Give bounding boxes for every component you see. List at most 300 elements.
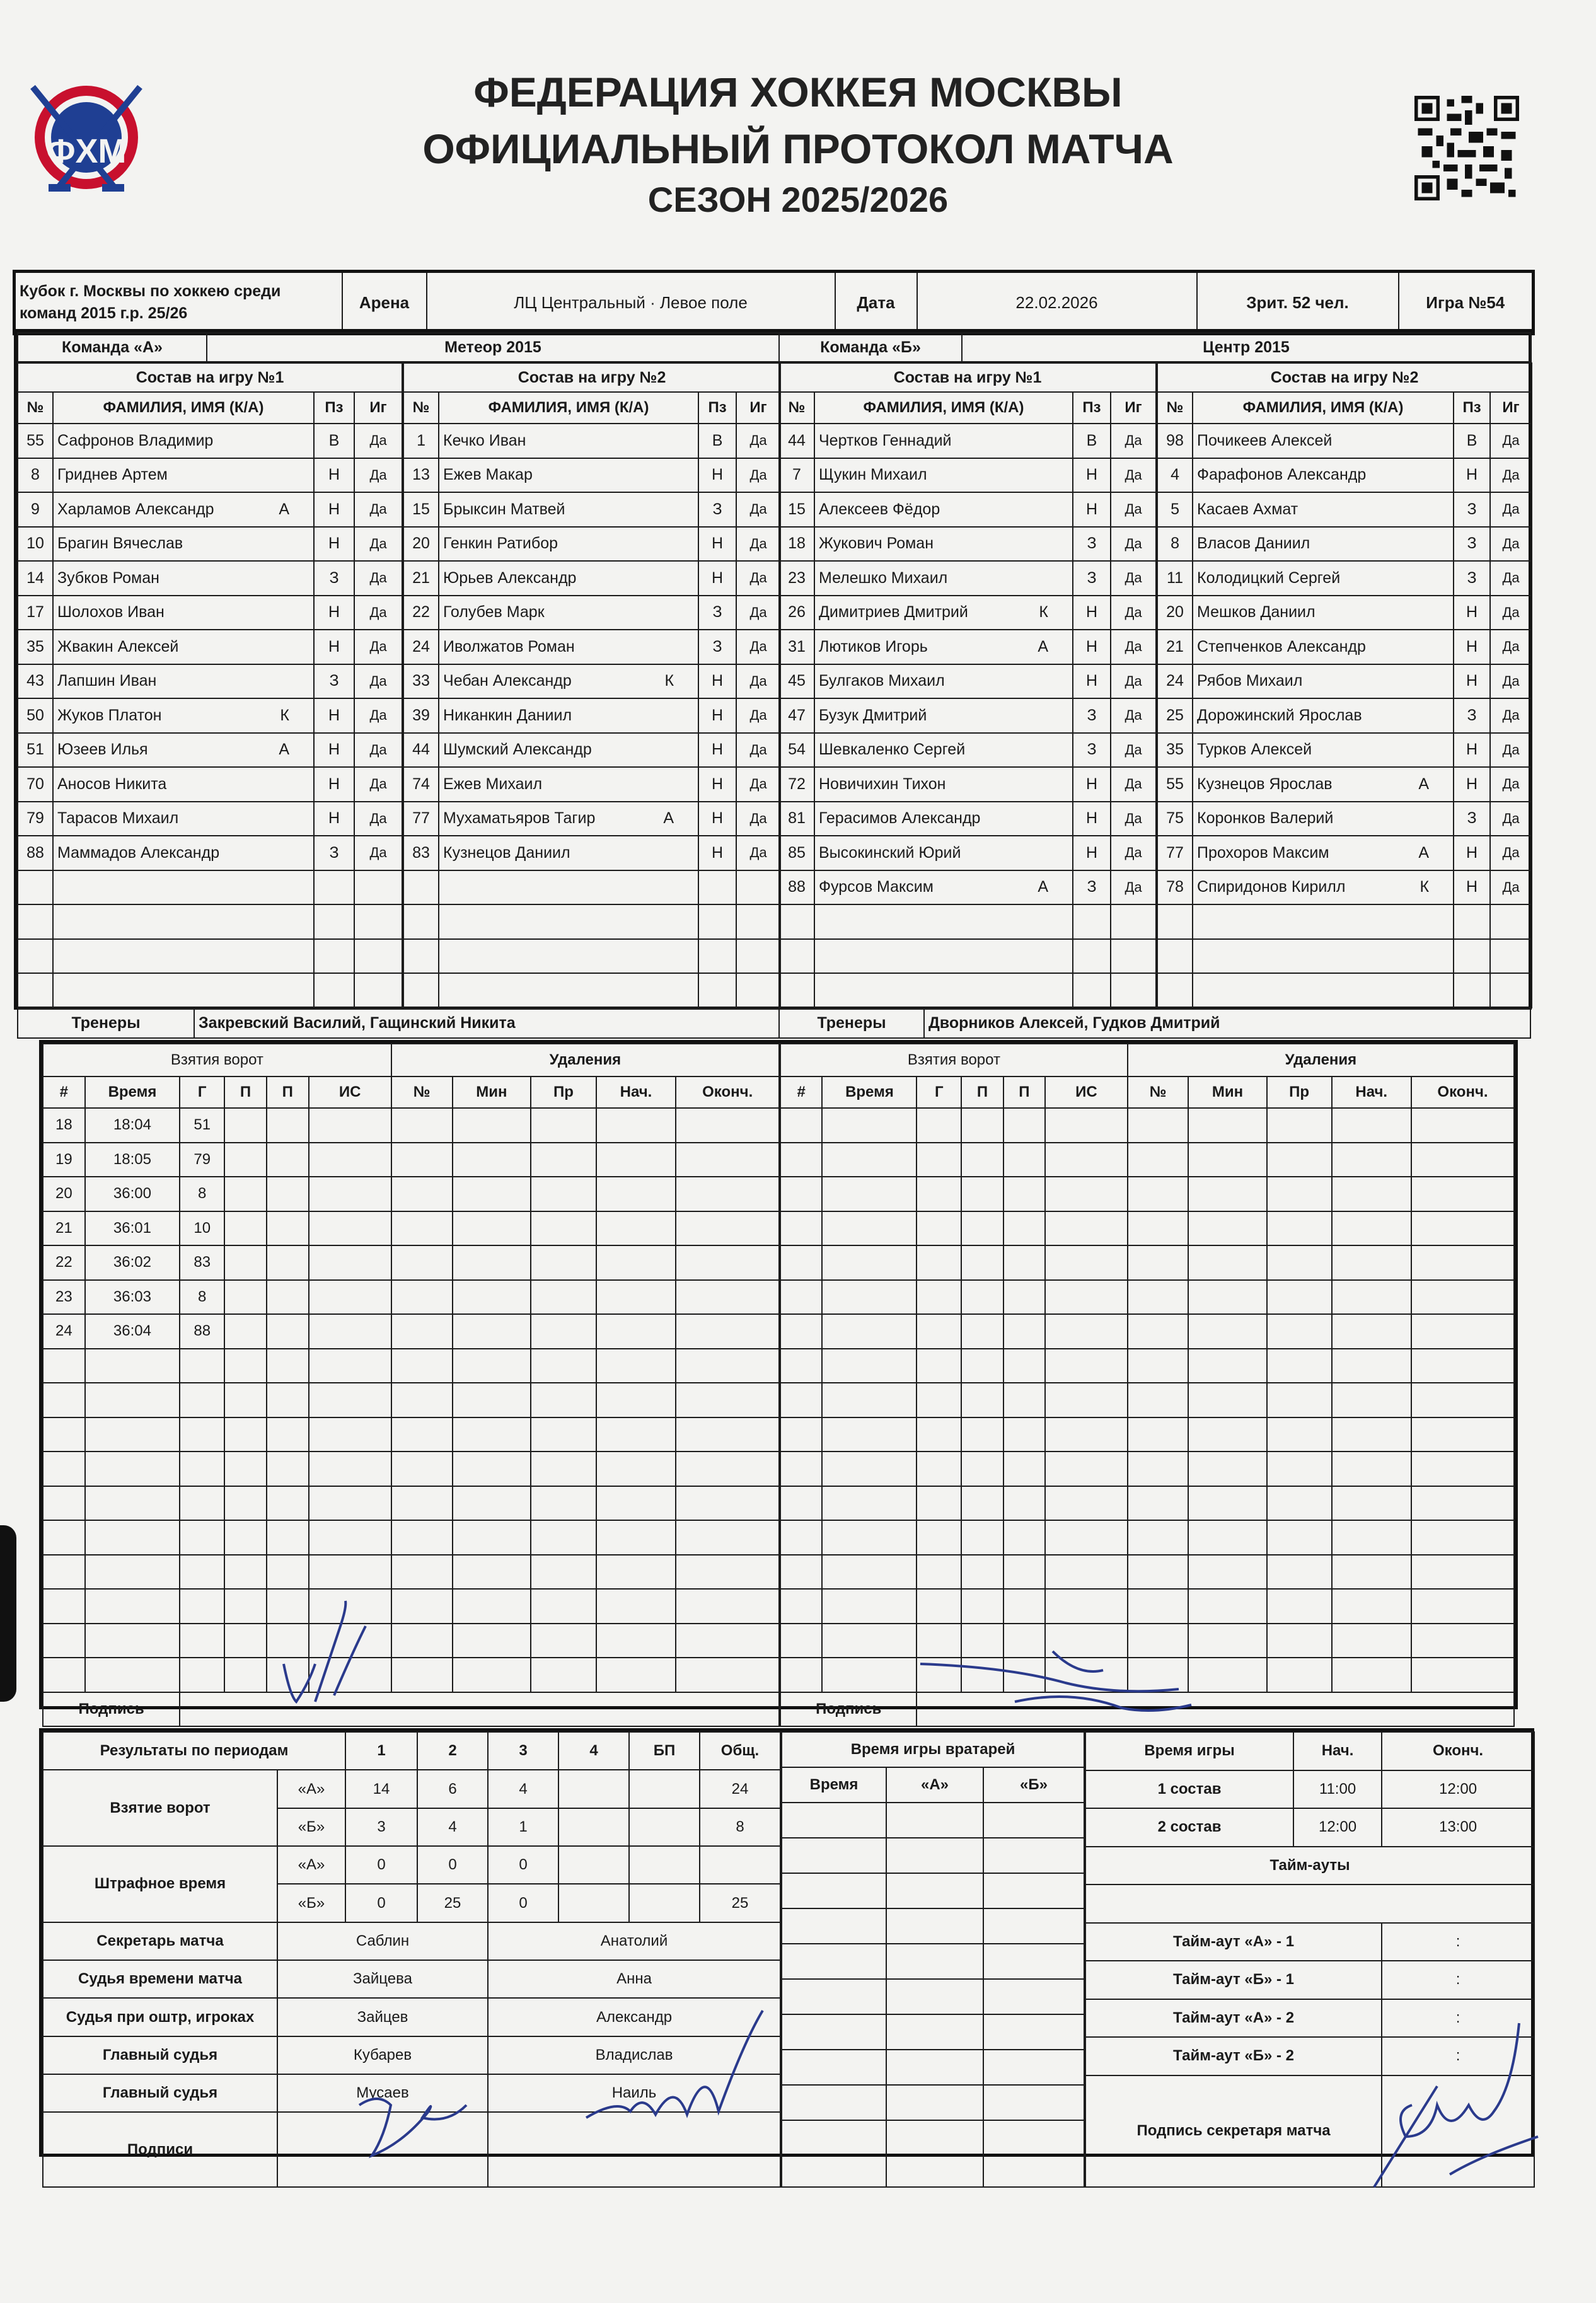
empty-cell bbox=[1111, 904, 1156, 939]
event-cell bbox=[1267, 1520, 1332, 1555]
player-played: Да bbox=[736, 802, 780, 836]
empty-cell bbox=[983, 1803, 1084, 1838]
event-cell bbox=[391, 1280, 453, 1315]
event-cell bbox=[961, 1624, 1003, 1658]
event-cell bbox=[531, 1383, 596, 1417]
empty-cell bbox=[403, 904, 439, 939]
player-name bbox=[814, 596, 1073, 630]
goal-col-header: Время bbox=[85, 1076, 180, 1108]
goal-scorer: 83 bbox=[180, 1245, 224, 1280]
event-cell bbox=[596, 1177, 676, 1211]
official-first-name: Александр bbox=[488, 1998, 780, 2036]
event-row bbox=[780, 1280, 1514, 1315]
event-cell bbox=[180, 1349, 224, 1383]
event-cell bbox=[961, 1658, 1003, 1692]
event-row bbox=[780, 1658, 1514, 1692]
player-name-text: Юзеев Илья bbox=[57, 741, 148, 759]
player-number: 85 bbox=[779, 836, 814, 870]
event-cell bbox=[822, 1520, 917, 1555]
player-position: Н bbox=[314, 527, 354, 562]
event-cell bbox=[267, 1589, 309, 1624]
player-played: Да bbox=[1490, 630, 1532, 664]
player-name bbox=[1193, 698, 1454, 733]
empty-cell bbox=[53, 939, 314, 974]
player-number: 11 bbox=[1157, 561, 1193, 596]
player-position: Н bbox=[698, 561, 736, 596]
player-name bbox=[814, 424, 1073, 458]
event-cell bbox=[224, 1520, 267, 1555]
event-cell bbox=[780, 1624, 822, 1658]
player-name-text: Новичихин Тихон bbox=[819, 775, 946, 793]
pim-label: Штрафное время bbox=[43, 1846, 277, 1922]
official-role: Главный судья bbox=[43, 2036, 277, 2074]
empty-cell bbox=[782, 1873, 886, 1908]
player-name-text: Ежев Михаил bbox=[443, 775, 543, 793]
player-position: З bbox=[1073, 561, 1111, 596]
player-name bbox=[53, 596, 314, 630]
player-played: Да bbox=[736, 492, 780, 527]
player-row bbox=[403, 802, 780, 836]
penalty-col-header: № bbox=[1128, 1076, 1188, 1108]
col-name: ФАМИЛИЯ, ИМЯ (К/А) bbox=[814, 392, 1073, 424]
empty-cell bbox=[18, 939, 53, 974]
event-cell bbox=[1045, 1452, 1128, 1486]
empty-cell bbox=[18, 870, 53, 905]
event-cell bbox=[267, 1486, 309, 1521]
event-row bbox=[43, 1383, 779, 1417]
player-number: 77 bbox=[1157, 836, 1193, 870]
event-cell bbox=[780, 1417, 822, 1452]
player-row bbox=[18, 767, 402, 802]
player-row bbox=[779, 596, 1156, 630]
player-position: Н bbox=[314, 492, 354, 527]
period-value: 0 bbox=[345, 1846, 417, 1884]
player-number: 55 bbox=[1157, 767, 1193, 802]
event-cell bbox=[1003, 1108, 1045, 1143]
timeout-label: Тайм-аут «Б» - 1 bbox=[1085, 1961, 1382, 1999]
player-played: Да bbox=[1111, 596, 1156, 630]
player-row bbox=[403, 904, 780, 939]
event-cell bbox=[309, 1555, 391, 1590]
event-cell bbox=[676, 1555, 779, 1590]
player-position: З bbox=[1073, 733, 1111, 768]
event-cell bbox=[961, 1589, 1003, 1624]
empty-cell bbox=[53, 904, 314, 939]
timeout-row bbox=[1085, 1999, 1534, 2038]
event-row bbox=[43, 1211, 779, 1246]
game-time-row bbox=[1085, 1808, 1534, 1847]
empty-cell bbox=[782, 2085, 886, 2120]
event-cell bbox=[1003, 1589, 1045, 1624]
col-play: Иг bbox=[1111, 392, 1156, 424]
player-played: Да bbox=[736, 836, 780, 870]
signature-field bbox=[1382, 2075, 1534, 2187]
game-number: Игра №54 bbox=[1399, 272, 1534, 334]
game-time-table bbox=[1085, 1731, 1535, 2188]
event-cell bbox=[453, 1589, 531, 1624]
event-cell bbox=[391, 1143, 453, 1177]
empty-cell bbox=[782, 1979, 886, 2014]
empty-cell bbox=[1157, 973, 1193, 1008]
paper-edge bbox=[0, 1525, 16, 1702]
side-label: «А» bbox=[277, 1770, 345, 1808]
col-pos: Пз bbox=[1454, 392, 1490, 424]
player-row bbox=[779, 458, 1156, 493]
empty-cell bbox=[1073, 904, 1111, 939]
event-cell bbox=[224, 1349, 267, 1383]
goal-col-header: П bbox=[224, 1076, 267, 1108]
event-cell bbox=[391, 1486, 453, 1521]
event-cell bbox=[1003, 1383, 1045, 1417]
event-cell bbox=[1003, 1280, 1045, 1315]
player-name-text: Рябов Михаил bbox=[1197, 672, 1303, 690]
player-name bbox=[814, 458, 1073, 493]
player-name-text: Брагин Вячеслав bbox=[57, 534, 183, 553]
event-cell bbox=[1188, 1520, 1266, 1555]
event-cell bbox=[224, 1280, 267, 1315]
timeout-value: : bbox=[1382, 2037, 1534, 2075]
player-position: З bbox=[698, 630, 736, 664]
event-cell bbox=[531, 1314, 596, 1349]
player-position: Н bbox=[1454, 733, 1490, 768]
col-num: № bbox=[1157, 392, 1193, 424]
period-value: 0 bbox=[488, 1884, 558, 1922]
goal-time: 36:02 bbox=[85, 1245, 180, 1280]
goal-col-header: # bbox=[780, 1076, 822, 1108]
event-cell bbox=[676, 1349, 779, 1383]
event-cell bbox=[453, 1143, 531, 1177]
event-cell bbox=[1332, 1624, 1411, 1658]
player-played: Да bbox=[1111, 458, 1156, 493]
player-number: 39 bbox=[403, 698, 439, 733]
player-row bbox=[1157, 733, 1532, 768]
event-cell bbox=[676, 1211, 779, 1246]
period-value bbox=[629, 1808, 700, 1846]
goal-time: 18:04 bbox=[85, 1108, 180, 1143]
empty-cell bbox=[736, 870, 780, 905]
event-cell bbox=[1188, 1143, 1266, 1177]
goal-col-header: ИС bbox=[309, 1076, 391, 1108]
player-played: Да bbox=[1490, 492, 1532, 527]
empty-cell bbox=[779, 939, 814, 974]
events-section bbox=[39, 1040, 1518, 1717]
event-cell bbox=[453, 1383, 531, 1417]
player-name-text: Аносов Никита bbox=[57, 775, 167, 793]
player-name-text: Кузнецов Даниил bbox=[443, 843, 570, 862]
player-played: Да bbox=[1490, 527, 1532, 562]
event-cell bbox=[453, 1177, 531, 1211]
penalty-col-header: Нач. bbox=[1332, 1076, 1411, 1108]
player-name-text: Шумский Александр bbox=[443, 741, 592, 759]
event-cell bbox=[1003, 1520, 1045, 1555]
event-cell bbox=[917, 1177, 961, 1211]
event-cell bbox=[391, 1417, 453, 1452]
event-cell bbox=[822, 1452, 917, 1486]
event-cell bbox=[780, 1349, 822, 1383]
timeout-value: : bbox=[1382, 1961, 1534, 1999]
player-played: Да bbox=[1490, 458, 1532, 493]
event-cell bbox=[267, 1108, 309, 1143]
event-cell bbox=[822, 1658, 917, 1692]
player-name-text: Жуков Платон bbox=[57, 706, 162, 724]
event-cell bbox=[1128, 1520, 1188, 1555]
player-row bbox=[18, 698, 402, 733]
goalie-row bbox=[782, 2085, 1084, 2120]
player-row bbox=[18, 561, 402, 596]
player-row bbox=[403, 870, 780, 905]
signature-field bbox=[180, 1692, 779, 1727]
player-played: Да bbox=[736, 596, 780, 630]
goal-col-header: Г bbox=[180, 1076, 224, 1108]
event-row bbox=[780, 1486, 1514, 1521]
period-header: 2 bbox=[417, 1732, 488, 1770]
player-name bbox=[439, 596, 698, 630]
player-row bbox=[1157, 698, 1532, 733]
event-cell bbox=[1003, 1177, 1045, 1211]
event-cell bbox=[780, 1108, 822, 1143]
event-cell bbox=[961, 1349, 1003, 1383]
event-row bbox=[43, 1624, 779, 1658]
event-cell bbox=[1411, 1211, 1514, 1246]
team-a-name: Метеор 2015 bbox=[207, 333, 779, 362]
event-cell bbox=[1332, 1314, 1411, 1349]
event-cell bbox=[224, 1486, 267, 1521]
player-position: З bbox=[1454, 527, 1490, 562]
player-name-text: Мухаматьяров Тагир bbox=[443, 809, 596, 828]
result-row bbox=[43, 1770, 780, 1808]
event-cell bbox=[180, 1383, 224, 1417]
player-played: Да bbox=[1111, 561, 1156, 596]
goalie-row bbox=[782, 1908, 1084, 1944]
empty-cell bbox=[886, 1803, 983, 1838]
player-position: Н bbox=[314, 802, 354, 836]
player-position: З bbox=[1073, 698, 1111, 733]
period-value bbox=[629, 1846, 700, 1884]
period-value: 14 bbox=[345, 1770, 417, 1808]
empty-cell bbox=[1454, 939, 1490, 974]
side-label: «А» bbox=[277, 1846, 345, 1884]
player-row bbox=[779, 630, 1156, 664]
qr-code-icon bbox=[1414, 96, 1519, 200]
empty-cell bbox=[698, 870, 736, 905]
player-number: 70 bbox=[18, 767, 53, 802]
event-cell bbox=[85, 1589, 180, 1624]
event-cell bbox=[676, 1143, 779, 1177]
event-cell bbox=[1045, 1108, 1128, 1143]
event-cell bbox=[1003, 1486, 1045, 1521]
player-name bbox=[53, 698, 314, 733]
goalie-row bbox=[782, 2050, 1084, 2085]
date-label: Дата bbox=[835, 272, 917, 334]
player-name-text: Харламов Александр bbox=[57, 500, 214, 518]
empty-cell bbox=[1157, 904, 1193, 939]
penalties-title: Удаления bbox=[391, 1044, 779, 1076]
event-cell bbox=[224, 1314, 267, 1349]
col-pos: Пз bbox=[314, 392, 354, 424]
timeout-value: : bbox=[1382, 1999, 1534, 2038]
player-played: Да bbox=[1111, 698, 1156, 733]
event-cell bbox=[780, 1658, 822, 1692]
goal-col-header: Время bbox=[822, 1076, 917, 1108]
event-cell bbox=[1267, 1452, 1332, 1486]
goal-scorer: 88 bbox=[180, 1314, 224, 1349]
official-first-name: Анна bbox=[488, 1960, 780, 1998]
player-row bbox=[403, 458, 780, 493]
player-number: 35 bbox=[1157, 733, 1193, 768]
event-cell bbox=[391, 1211, 453, 1246]
period-results-table bbox=[42, 1731, 781, 2188]
empty-cell bbox=[18, 904, 53, 939]
goalie-title: Время игры вратарей bbox=[782, 1732, 1084, 1767]
player-row bbox=[779, 802, 1156, 836]
team-a-coaches: Закревский Василий, Гащинский Никита bbox=[194, 1009, 779, 1038]
player-row bbox=[18, 664, 402, 699]
player-name bbox=[1193, 767, 1454, 802]
event-cell bbox=[531, 1452, 596, 1486]
goal-col-header: П bbox=[267, 1076, 309, 1108]
player-name bbox=[814, 767, 1073, 802]
col-name: ФАМИЛИЯ, ИМЯ (К/А) bbox=[1193, 392, 1454, 424]
goalie-row bbox=[782, 1979, 1084, 2014]
player-name-text: Турков Алексей bbox=[1197, 741, 1312, 759]
event-cell bbox=[1128, 1143, 1188, 1177]
event-row bbox=[780, 1108, 1514, 1143]
player-number: 24 bbox=[1157, 664, 1193, 699]
period-value bbox=[558, 1808, 629, 1846]
col-num: № bbox=[18, 392, 53, 424]
event-cell bbox=[1411, 1452, 1514, 1486]
event-cell bbox=[596, 1624, 676, 1658]
player-row bbox=[1157, 458, 1532, 493]
goal-scorer: 79 bbox=[180, 1143, 224, 1177]
player-row bbox=[779, 767, 1156, 802]
period-header: 1 bbox=[345, 1732, 417, 1770]
empty-cell bbox=[983, 1873, 1084, 1908]
player-number: 51 bbox=[18, 733, 53, 768]
player-role: К bbox=[280, 706, 289, 724]
side-label: «Б» bbox=[277, 1808, 345, 1846]
event-cell bbox=[1188, 1108, 1266, 1143]
player-number: 78 bbox=[1157, 870, 1193, 905]
col-pos: Пз bbox=[698, 392, 736, 424]
player-name-text: Прохоров Максим bbox=[1197, 843, 1329, 862]
period-value bbox=[558, 1846, 629, 1884]
player-played: Да bbox=[354, 458, 402, 493]
start-label: Нач. bbox=[1293, 1732, 1382, 1770]
season-title: СЕЗОН 2025/2026 bbox=[647, 180, 949, 219]
event-cell bbox=[676, 1417, 779, 1452]
event-cell bbox=[1188, 1383, 1266, 1417]
player-number: 26 bbox=[779, 596, 814, 630]
player-name-text: Кечко Иван bbox=[443, 431, 526, 449]
event-cell bbox=[391, 1245, 453, 1280]
event-cell bbox=[676, 1520, 779, 1555]
event-cell bbox=[531, 1520, 596, 1555]
event-cell bbox=[1411, 1624, 1514, 1658]
lineup-title: Состав на игру №1 bbox=[779, 363, 1156, 392]
event-cell bbox=[531, 1177, 596, 1211]
player-position: Н bbox=[314, 698, 354, 733]
event-cell bbox=[961, 1177, 1003, 1211]
player-played: Да bbox=[736, 561, 780, 596]
event-cell bbox=[224, 1143, 267, 1177]
event-cell bbox=[596, 1280, 676, 1315]
event-cell bbox=[822, 1280, 917, 1315]
player-played: Да bbox=[1111, 836, 1156, 870]
event-cell bbox=[391, 1555, 453, 1590]
player-played: Да bbox=[354, 767, 402, 802]
event-cell bbox=[224, 1108, 267, 1143]
player-played: Да bbox=[354, 527, 402, 562]
event-cell bbox=[1411, 1245, 1514, 1280]
player-name-text: Касаев Ахмат bbox=[1197, 500, 1298, 518]
player-name bbox=[814, 733, 1073, 768]
col-name: ФАМИЛИЯ, ИМЯ (К/А) bbox=[439, 392, 698, 424]
event-cell bbox=[1411, 1417, 1514, 1452]
match-info-table bbox=[13, 270, 1535, 335]
event-cell bbox=[267, 1245, 309, 1280]
player-name-text: Генкин Ратибор bbox=[443, 534, 558, 553]
event-cell bbox=[267, 1211, 309, 1246]
period-value: 0 bbox=[417, 1846, 488, 1884]
event-cell bbox=[1267, 1143, 1332, 1177]
event-cell bbox=[917, 1349, 961, 1383]
event-cell bbox=[1332, 1108, 1411, 1143]
event-cell bbox=[1267, 1658, 1332, 1692]
col-num: № bbox=[779, 392, 814, 424]
event-cell bbox=[85, 1555, 180, 1590]
period-header: БП bbox=[629, 1732, 700, 1770]
event-row bbox=[780, 1177, 1514, 1211]
player-name bbox=[53, 664, 314, 699]
roster-section bbox=[14, 329, 1532, 1032]
event-cell bbox=[961, 1520, 1003, 1555]
timeout-label: Тайм-аут «А» - 1 bbox=[1085, 1923, 1382, 1961]
player-role: А bbox=[1038, 637, 1048, 655]
signatures-label: Подписи bbox=[43, 2112, 277, 2187]
event-cell bbox=[309, 1314, 391, 1349]
player-name-text: Ежев Макар bbox=[443, 466, 533, 484]
event-cell bbox=[453, 1486, 531, 1521]
goal-scorer: 51 bbox=[180, 1108, 224, 1143]
official-role: Главный судья bbox=[43, 2074, 277, 2112]
official-row bbox=[43, 2036, 780, 2074]
penalty-col-header: № bbox=[391, 1076, 453, 1108]
event-cell bbox=[822, 1624, 917, 1658]
side-label: «Б» bbox=[277, 1884, 345, 1922]
player-played: Да bbox=[354, 836, 402, 870]
player-name-text: Шолохов Иван bbox=[57, 603, 165, 621]
event-cell bbox=[961, 1143, 1003, 1177]
player-row bbox=[18, 802, 402, 836]
player-name-text: Мешков Даниил bbox=[1197, 603, 1316, 621]
period-value: 6 bbox=[417, 1770, 488, 1808]
event-cell bbox=[391, 1624, 453, 1658]
official-row bbox=[43, 1998, 780, 2036]
event-cell bbox=[224, 1383, 267, 1417]
player-name bbox=[439, 561, 698, 596]
player-row bbox=[779, 733, 1156, 768]
event-cell bbox=[43, 1383, 85, 1417]
event-cell bbox=[267, 1383, 309, 1417]
empty-cell bbox=[1193, 904, 1454, 939]
event-cell bbox=[917, 1624, 961, 1658]
player-played: Да bbox=[736, 767, 780, 802]
event-cell bbox=[1411, 1143, 1514, 1177]
player-number: 15 bbox=[779, 492, 814, 527]
timeout-row bbox=[1085, 2037, 1534, 2075]
event-cell bbox=[1128, 1314, 1188, 1349]
